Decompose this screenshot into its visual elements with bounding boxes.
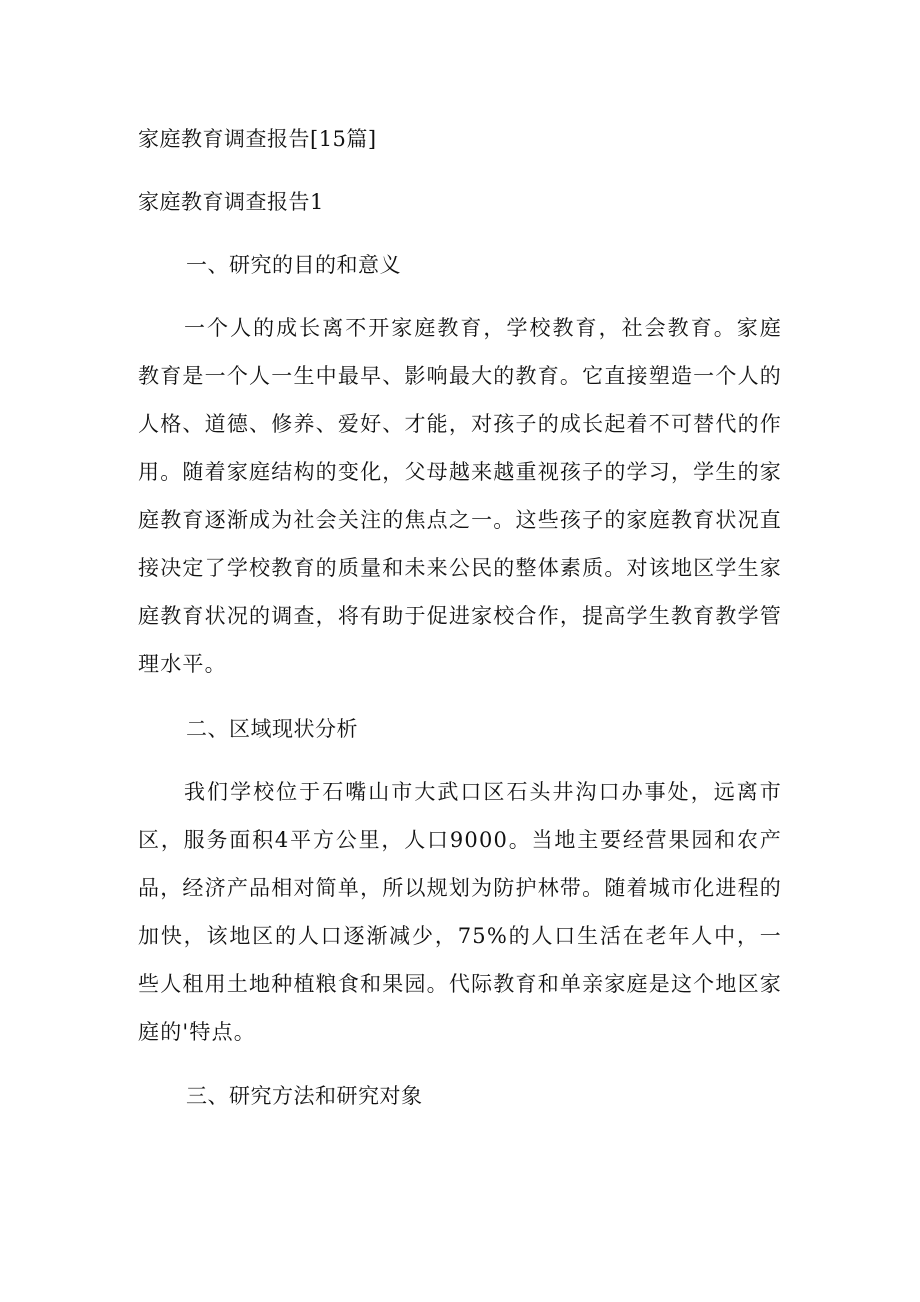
section-heading-1: 一、研究的目的和意义	[186, 253, 401, 277]
section-paragraph-1: 一个人的成长离不开家庭教育，学校教育，社会教育。家庭教育是一个人一生中最早、影响最大的教育。它直接塑造一个人的人格、道德、修养、爱好、才能，对孩子的成长起着不可替代的作用。随着家庭结构的变化，父母越来越重视孩子的学习，学生的家庭教育逐渐成为社会关注的焦点之一。这些孩子的家庭教育状况直接决定了学校教育的质量和未来公民的整体素质。对该地区学生家庭教育状况的调查，将有助于促进家校合作，提高学生教育教学管理水平。	[138, 316, 782, 676]
section-paragraph-2: 我们学校位于石嘴山市大武口区石头井沟口办事处，远离市区，服务面积4平方公里，人口9000。当地主要经营果园和农产品，经济产品相对简单，所以规划为防护林带。随着城市化进程的加快，该地区的人口逐渐减少，75%的人口生活在老年人中，一些人租用土地种植粮食和果园。代际教育和单亲家庭是这个地区家庭的'特点。	[138, 780, 782, 1044]
document-title: 家庭教育调查报告[15篇]	[138, 127, 377, 151]
document-subtitle: 家庭教育调查报告1	[138, 190, 324, 214]
section-heading-2: 二、区域现状分析	[186, 717, 358, 741]
section-heading-3: 三、研究方法和研究对象	[186, 1084, 423, 1108]
